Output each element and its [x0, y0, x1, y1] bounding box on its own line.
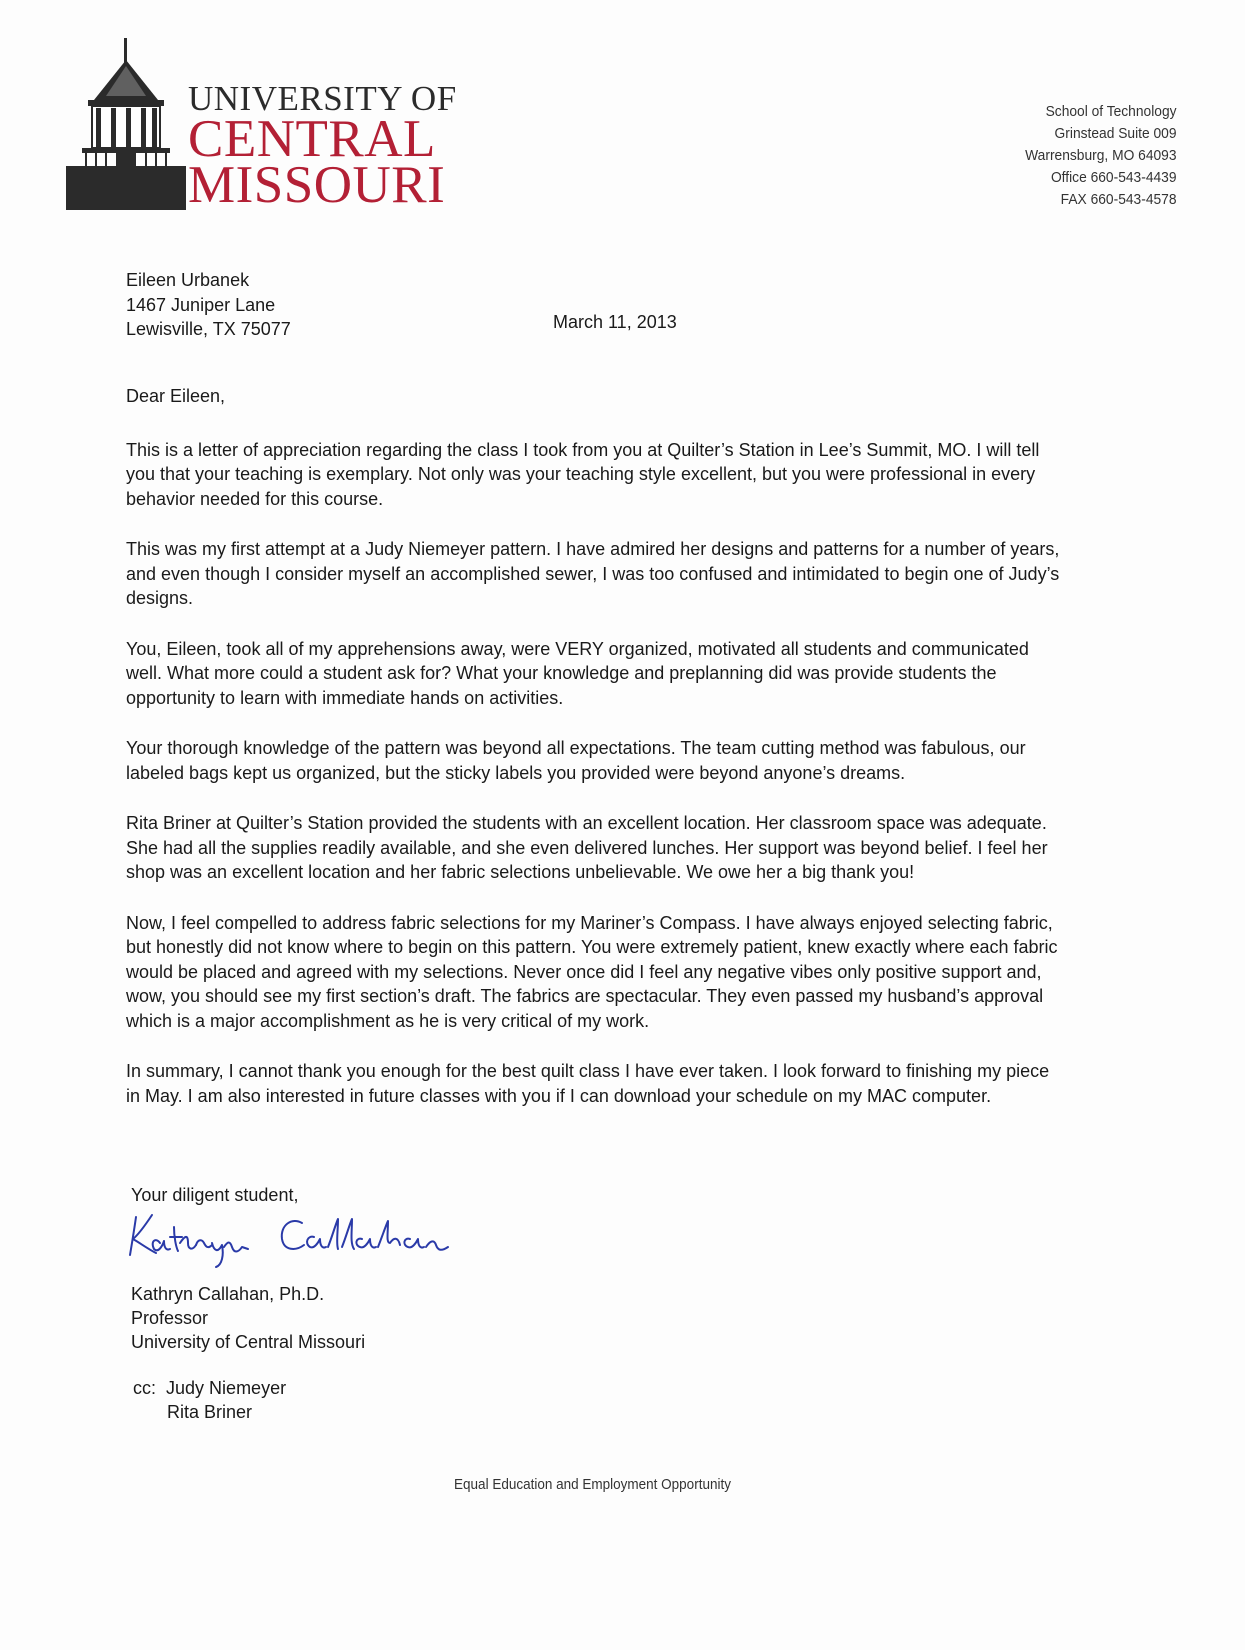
paragraph-3: You, Eileen, took all of my apprehensions away, were VERY organized, motivated all students and communicated well. What more could a student ask for? What your knowledge and preplanning did was provide students the opportunity to learn with immediate hands on activities.: [126, 638, 1029, 708]
recipient-address: [126, 268, 291, 342]
letter-body: [126, 384, 1066, 1134]
cc-label: cc:: [133, 1378, 157, 1398]
paragraph-5: Rita Briner at Quilter’s Station provided the students with an excellent location. Her classroom space was adequate. She had all the supplies readily available, and she even delivered lunches. Her support was beyond belief. I feel her shop was an excellent location and her fabric selections unbelievable. We owe her a big thank you!: [126, 813, 1048, 882]
recipient-name: Eileen Urbanek: [126, 270, 250, 290]
signer-organization: University of Central Missouri: [131, 1332, 366, 1352]
address-line-office-phone: Office 660-543-4439: [1051, 169, 1177, 186]
cc-list: [133, 1376, 286, 1424]
paragraph-7: In summary, I cannot thank you enough for the best quilt class I have ever taken. I look forward to finishing my piece in May. I am also interested in future classes with you if I can download your schedule on my MAC computer.: [126, 1061, 1050, 1106]
signer-block: [131, 1282, 365, 1354]
address-line-fax: FAX 660-543-4578: [1061, 191, 1177, 208]
footer-statement: Equal Education and Employment Opportunity: [454, 1476, 731, 1493]
cc-recipient: Rita Briner: [167, 1402, 253, 1422]
university-logo-text: [188, 79, 478, 214]
signer-name: Kathryn Callahan, Ph.D.: [131, 1284, 325, 1304]
paragraph-2: This was my first attempt at a Judy Niemeyer pattern. I have admired her designs and patterns for a number of years, and even though I consider myself an accomplished sewer, I was too confused and intimidated to begin one of Judy’s designs.: [126, 539, 1060, 608]
logo-line-missouri: MISSOURI: [188, 156, 446, 214]
paragraph-6: Now, I feel compelled to address fabric selections for my Mariner’s Compass. I have always enjoyed selecting fabric, but honestly did not know where to begin on this pattern. You were extremely patient, knew exactly where each fabric would be placed and agreed with my selections. Never once did I feel any negative vibes only positive support and, wow, you should see my first section’s draft. The fabrics are spectacular. They even passed my husband’s approval which is a major accomplishment as he is very critical of my work.: [126, 912, 1058, 1031]
cupola-tower-icon: [66, 38, 186, 210]
department-address: [1026, 101, 1177, 211]
address-line-suite: Grinstead Suite 009: [1055, 125, 1177, 142]
salutation: Dear Eileen,: [126, 386, 226, 406]
logo-line-university-of: UNIVERSITY OF: [188, 79, 457, 118]
recipient-street: 1467 Juniper Lane: [126, 294, 276, 315]
logo-line-central: CENTRAL: [188, 110, 436, 168]
paragraph-4: Your thorough knowledge of the pattern was beyond all expectations. The team cutting method was fabulous, our labeled bags kept us organized, but the sticky labels you provided were beyond anyone’s dreams.: [126, 738, 1026, 783]
cc-line-2: [133, 1400, 286, 1424]
cc-recipient: Judy Niemeyer: [166, 1378, 287, 1398]
handwritten-signature: [124, 1207, 454, 1271]
address-line-city: Warrensburg, MO 64093: [1025, 147, 1177, 164]
paragraph-1: This is a letter of appreciation regarding the class I took from you at Quilter’s Station in Lee’s Summit, MO. I will tell you that your teaching is exemplary. Not only was your teaching style excellent, but you were professional in every behavior needed for this course.: [126, 439, 1040, 509]
signer-title: Professor: [131, 1308, 209, 1328]
address-line-department: School of Technology: [1046, 103, 1177, 120]
cc-line-1: [133, 1376, 286, 1400]
closing: Your diligent student,: [131, 1185, 299, 1205]
recipient-city: Lewisville, TX 75077: [126, 319, 291, 339]
letter-date: March 11, 2013: [553, 312, 677, 332]
